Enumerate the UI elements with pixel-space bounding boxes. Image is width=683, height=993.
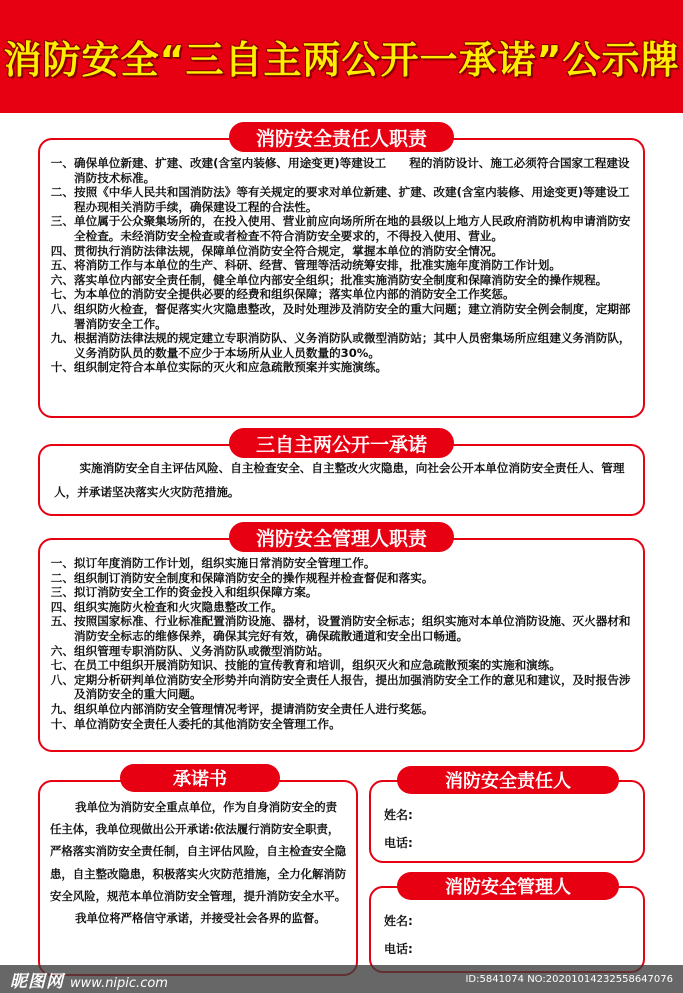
list-item [48,287,634,302]
list-item-number: 六、 [50,643,74,658]
list-item-text: 在员工中组织开展消防知识、技能的宣传教育和培训，组织灭火和应急疏散预案的实施和演练。 [74,658,561,673]
list-item [48,273,634,288]
list-item [48,585,634,600]
list-item [48,360,634,375]
list-item-number: 二、 [50,185,74,200]
list-item [48,214,634,243]
list-item [48,658,634,673]
watermark-logo: 昵图网 [10,971,64,992]
list-item-number: 三、 [50,214,74,229]
list-item-text: 组织制订消防安全制度和保障消防安全的操作规程并检查督促和落实。 [74,570,434,585]
list-item-number: 七、 [50,658,74,673]
list-item-text: 单位属于公众聚集场所的，在投入使用、营业前应向场所所在地的县级以上地方人民政府消防机构申请消防安全检查。未经消防安全检查或者检查不符合消防安全要求的，不得投入使用、营业。 [74,214,631,243]
list-item-text: 组织管理专职消防队、义务消防队或微型消防站。 [74,643,330,658]
list-item-text: 组织单位内部消防安全管理情况考评，提请消防安全责任人进行奖惩。 [74,701,434,716]
list-item-text: 按照《中华人民共和国消防法》等有关规定的要求对单位新建、扩建、改建(含室内装修、用途变更)等建设工程办现相关消防手续，确保建设工程的合法性。 [74,185,630,214]
list-item-number: 二、 [50,570,74,585]
watermark-url: www.nipic.com [70,975,168,991]
list-item-number: 五、 [50,258,74,273]
autonomy-text: 实施消防安全自主评估风险、自主检查安全、自主整改火灾隐患，向社会公开本单位消防安全责任人、管理人，并承诺坚决落实火灾防范措施。 [54,461,625,499]
list-item-number: 一、 [50,156,74,170]
list-item-number: 六、 [50,272,74,287]
list-item-text: 将消防工作与本单位的生产、科研、经营、管理等活动统筹安排，批准实施年度消防工作计划。 [74,258,561,273]
list-item [48,302,634,331]
list-item [48,702,634,717]
title-banner [0,0,683,113]
list-item [48,644,634,659]
list-item-text: 根据消防法律法规的规定建立专职消防队、义务消防队或微型消防站；其中人员密集场所应组建义务消防队，义务消防队员的数量不应少于本场所从业人员数量的30%。 [74,331,631,360]
list-item-number: 九、 [50,701,74,716]
list-item [48,244,634,259]
responsible-person-heading: 消防安全责任人 [397,766,619,794]
list-item-text: 拟订消防安全工作的资金投入和组织保障方案。 [74,585,318,600]
manager-heading: 消防安全管理人职责 [229,522,454,552]
list-item-text: 贯彻执行消防法律法规，保障单位消防安全符合规定，掌握本单位的消防安全情况。 [74,243,503,258]
responsible-person-phone-label: 电话: [384,836,413,850]
page-title: 消防安全“三自主两公开一承诺”公示牌 [3,38,680,82]
manager-list [48,556,634,731]
list-item-text: 按照国家标准、行业标准配置消防设施、器材，设置消防安全标志；组织实施对本单位消防设施、灭火器材和消防安全标志的维修保养，确保其完好有效，确保疏散通道和安全出口畅通。 [74,614,631,643]
list-item-number: 九、 [50,331,74,346]
list-item [48,673,634,702]
list-item-number: 十、 [50,360,74,375]
responsibility-list [48,156,634,375]
list-item-text: 拟订年度消防工作计划，组织实施日常消防安全管理工作。 [74,556,376,570]
list-item [48,258,634,273]
list-item [48,156,634,185]
list-item [48,614,634,643]
list-item [48,556,634,571]
commitment-paragraph-2: 我单位将严格信守承诺，并接受社会各界的监督。 [75,911,326,926]
list-item-text: 组织防火检查，督促落实火灾隐患整改，及时处理涉及消防安全的重大问题；建立消防安全例会制度，定期部署消防安全工作。 [74,301,631,331]
manager-person-heading: 消防安全管理人 [397,872,619,900]
list-item-number: 十、 [50,716,74,731]
list-item-text: 组织制定符合本单位实际的灭火和应急疏散预案并实施演练。 [74,360,388,375]
list-item-number: 一、 [50,556,74,570]
list-item-number: 八、 [50,672,74,687]
list-item-number: 三、 [50,585,74,600]
list-item-text: 为本单位的消防安全提供必要的经费和组织保障；落实单位内部的消防安全工作奖惩。 [74,287,515,302]
list-item [48,331,634,360]
list-item-text: 单位消防安全责任人委托的其他消防安全管理工作。 [74,716,341,731]
list-item-text: 确保单位新建、扩建、改建(含室内装修、用途变更)等建设工 程的消防设计、施工必须符合国家工程建设消防技术标准。 [74,156,630,185]
list-item-text: 组织实施防火检查和火灾隐患整改工作。 [74,599,283,614]
list-item [48,571,634,586]
list-item [48,600,634,615]
list-item [48,185,634,214]
list-item-text: 定期分析研判单位消防安全形势并向消防安全责任人报告，提出加强消防安全工作的意见和建议，及时报告涉及消防安全的重大问题。 [74,672,631,702]
list-item [48,717,634,732]
commitment-heading: 承诺书 [120,764,280,792]
watermark-bar [0,965,683,993]
list-item-number: 五、 [50,614,74,629]
responsible-person-name-label: 姓名: [384,808,413,822]
list-item-number: 八、 [50,301,74,316]
list-item-text: 落实单位内部安全责任制，健全单位内部安全组织；批准实施消防安全制度和保障消防安全的操作规程。 [74,272,608,287]
manager-person-phone-label: 电话: [384,942,413,956]
list-item-number: 四、 [50,599,74,614]
list-item-number: 四、 [50,243,74,258]
autonomy-heading: 三自主两公开一承诺 [229,428,454,458]
commitment-body [50,796,348,929]
watermark-id: ID:5841074 NO:20201014232558647076 [465,973,673,985]
manager-person-name-label: 姓名: [384,914,413,928]
list-item-number: 七、 [50,287,74,302]
responsibility-heading: 消防安全责任人职责 [229,122,454,152]
commitment-paragraph-1: 我单位为消防安全重点单位，作为自身消防安全的责任主体，我单位现做出公开承诺:依法履行消防安全职责，严格落实消防安全责任制，自主评估风险，自主检查安全隐患，自主整改隐患，积极落实火灾防范措施，全力化解消防安全风险，规范本单位消防安全管理，提升消防安全水平。 [50,800,347,903]
